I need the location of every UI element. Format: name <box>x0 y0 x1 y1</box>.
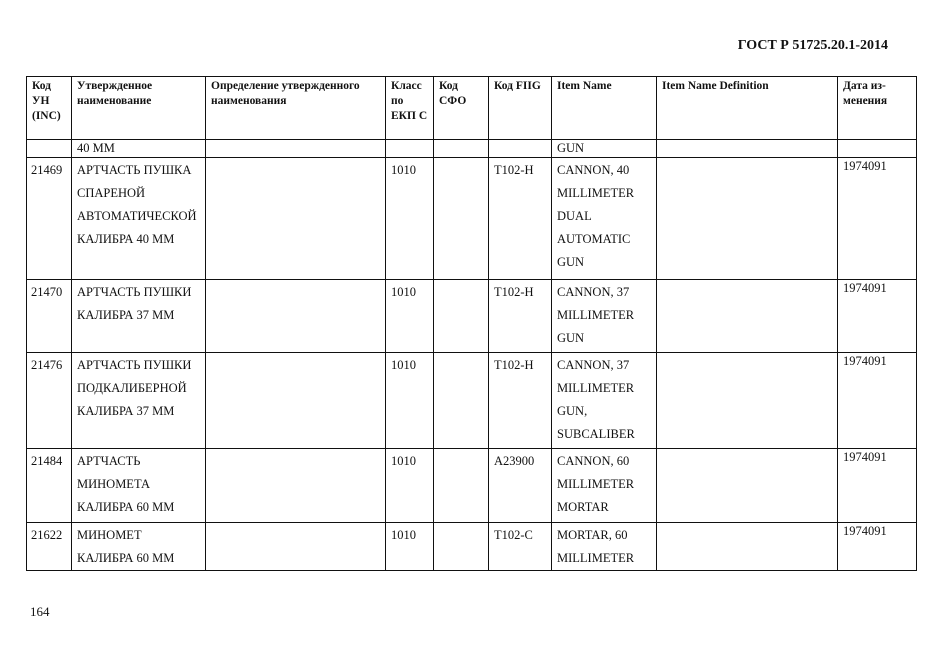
cell-item-definition <box>657 140 838 158</box>
cell-class: 1010 <box>386 449 434 523</box>
cell-definition <box>206 140 386 158</box>
cell-date: 1974091 <box>838 280 917 353</box>
page-number: 164 <box>30 604 50 619</box>
table-row <box>27 158 917 280</box>
cell-fiig: A23900 <box>489 449 552 523</box>
cell-class: 1010 <box>386 353 434 449</box>
document-title: ГОСТ Р 51725.20.1-2014 <box>737 38 888 53</box>
table-row <box>27 353 917 449</box>
cell-item-name: CANNON, 37 MILLIMETER GUN <box>552 280 657 353</box>
cell-date: 1974091 <box>838 523 917 571</box>
table-row-continuation <box>27 140 917 158</box>
column-header-sfo: Код СФО <box>434 77 489 140</box>
cell-fiig: T102-H <box>489 353 552 449</box>
column-header-item-name: Item Name <box>552 77 657 140</box>
cell-sfo <box>434 140 489 158</box>
cell-fiig: T102-H <box>489 158 552 280</box>
cell-class: 1010 <box>386 280 434 353</box>
cell-definition <box>206 353 386 449</box>
cell-sfo <box>434 280 489 353</box>
cell-sfo <box>434 449 489 523</box>
cell-item-definition <box>657 280 838 353</box>
cell-date <box>838 140 917 158</box>
table-row <box>27 523 917 571</box>
cell-name: АРТЧАСТЬ МИНОМЕТА КАЛИБРА 60 ММ <box>72 449 206 523</box>
cell-name: АРТЧАСТЬ ПУШКИ КАЛИБРА 37 ММ <box>72 280 206 353</box>
column-header-approved-name: Утвержденное наименование <box>72 77 206 140</box>
catalog-table <box>26 76 917 571</box>
cell-code: 21484 <box>27 449 72 523</box>
cell-item-name: CANNON, 40 MILLIMETER DUAL AUTOMATIC GUN <box>552 158 657 280</box>
cell-item-name: CANNON, 60 MILLIMETER MORTAR <box>552 449 657 523</box>
cell-item-definition <box>657 353 838 449</box>
column-header-class: Класс по ЕКП С <box>386 77 434 140</box>
table-row <box>27 280 917 353</box>
cell-fiig <box>489 140 552 158</box>
cell-item-definition <box>657 449 838 523</box>
cell-sfo <box>434 158 489 280</box>
cell-sfo <box>434 523 489 571</box>
cell-code: 21476 <box>27 353 72 449</box>
cell-name: МИНОМЕТ КАЛИБРА 60 ММ <box>72 523 206 571</box>
header-row <box>27 77 917 140</box>
cell-code <box>27 140 72 158</box>
column-header-inc: Код УН (INC) <box>27 77 72 140</box>
cell-definition <box>206 449 386 523</box>
cell-code: 21469 <box>27 158 72 280</box>
cell-name: АРТЧАСТЬ ПУШКА СПАРЕНОЙ АВТОМАТИЧЕСКОЙ КАЛИБРА 40 ММ <box>72 158 206 280</box>
cell-fiig: T102-C <box>489 523 552 571</box>
cell-name: 40 ММ <box>72 140 206 158</box>
cell-definition <box>206 158 386 280</box>
cell-class: 1010 <box>386 523 434 571</box>
table-row <box>27 449 917 523</box>
cell-item-definition <box>657 523 838 571</box>
cell-item-name: GUN <box>552 140 657 158</box>
cell-fiig: T102-H <box>489 280 552 353</box>
cell-date: 1974091 <box>838 449 917 523</box>
cell-class <box>386 140 434 158</box>
cell-code: 21470 <box>27 280 72 353</box>
column-header-name-definition: Определение утвержденного наименования <box>206 77 386 140</box>
cell-date: 1974091 <box>838 353 917 449</box>
column-header-item-name-definition: Item Name Definition <box>657 77 838 140</box>
cell-item-definition <box>657 158 838 280</box>
column-header-fiig: Код FIIG <box>489 77 552 140</box>
cell-definition <box>206 280 386 353</box>
cell-item-name: CANNON, 37 MILLIMETER GUN, SUBCALIBER <box>552 353 657 449</box>
cell-definition <box>206 523 386 571</box>
cell-name: АРТЧАСТЬ ПУШКИ ПОДКАЛИБЕРНОЙ КАЛИБРА 37 ММ <box>72 353 206 449</box>
column-header-change-date: Дата из-менения <box>838 77 917 140</box>
cell-date: 1974091 <box>838 158 917 280</box>
cell-class: 1010 <box>386 158 434 280</box>
cell-sfo <box>434 353 489 449</box>
cell-item-name: MORTAR, 60 MILLIMETER <box>552 523 657 571</box>
cell-code: 21622 <box>27 523 72 571</box>
